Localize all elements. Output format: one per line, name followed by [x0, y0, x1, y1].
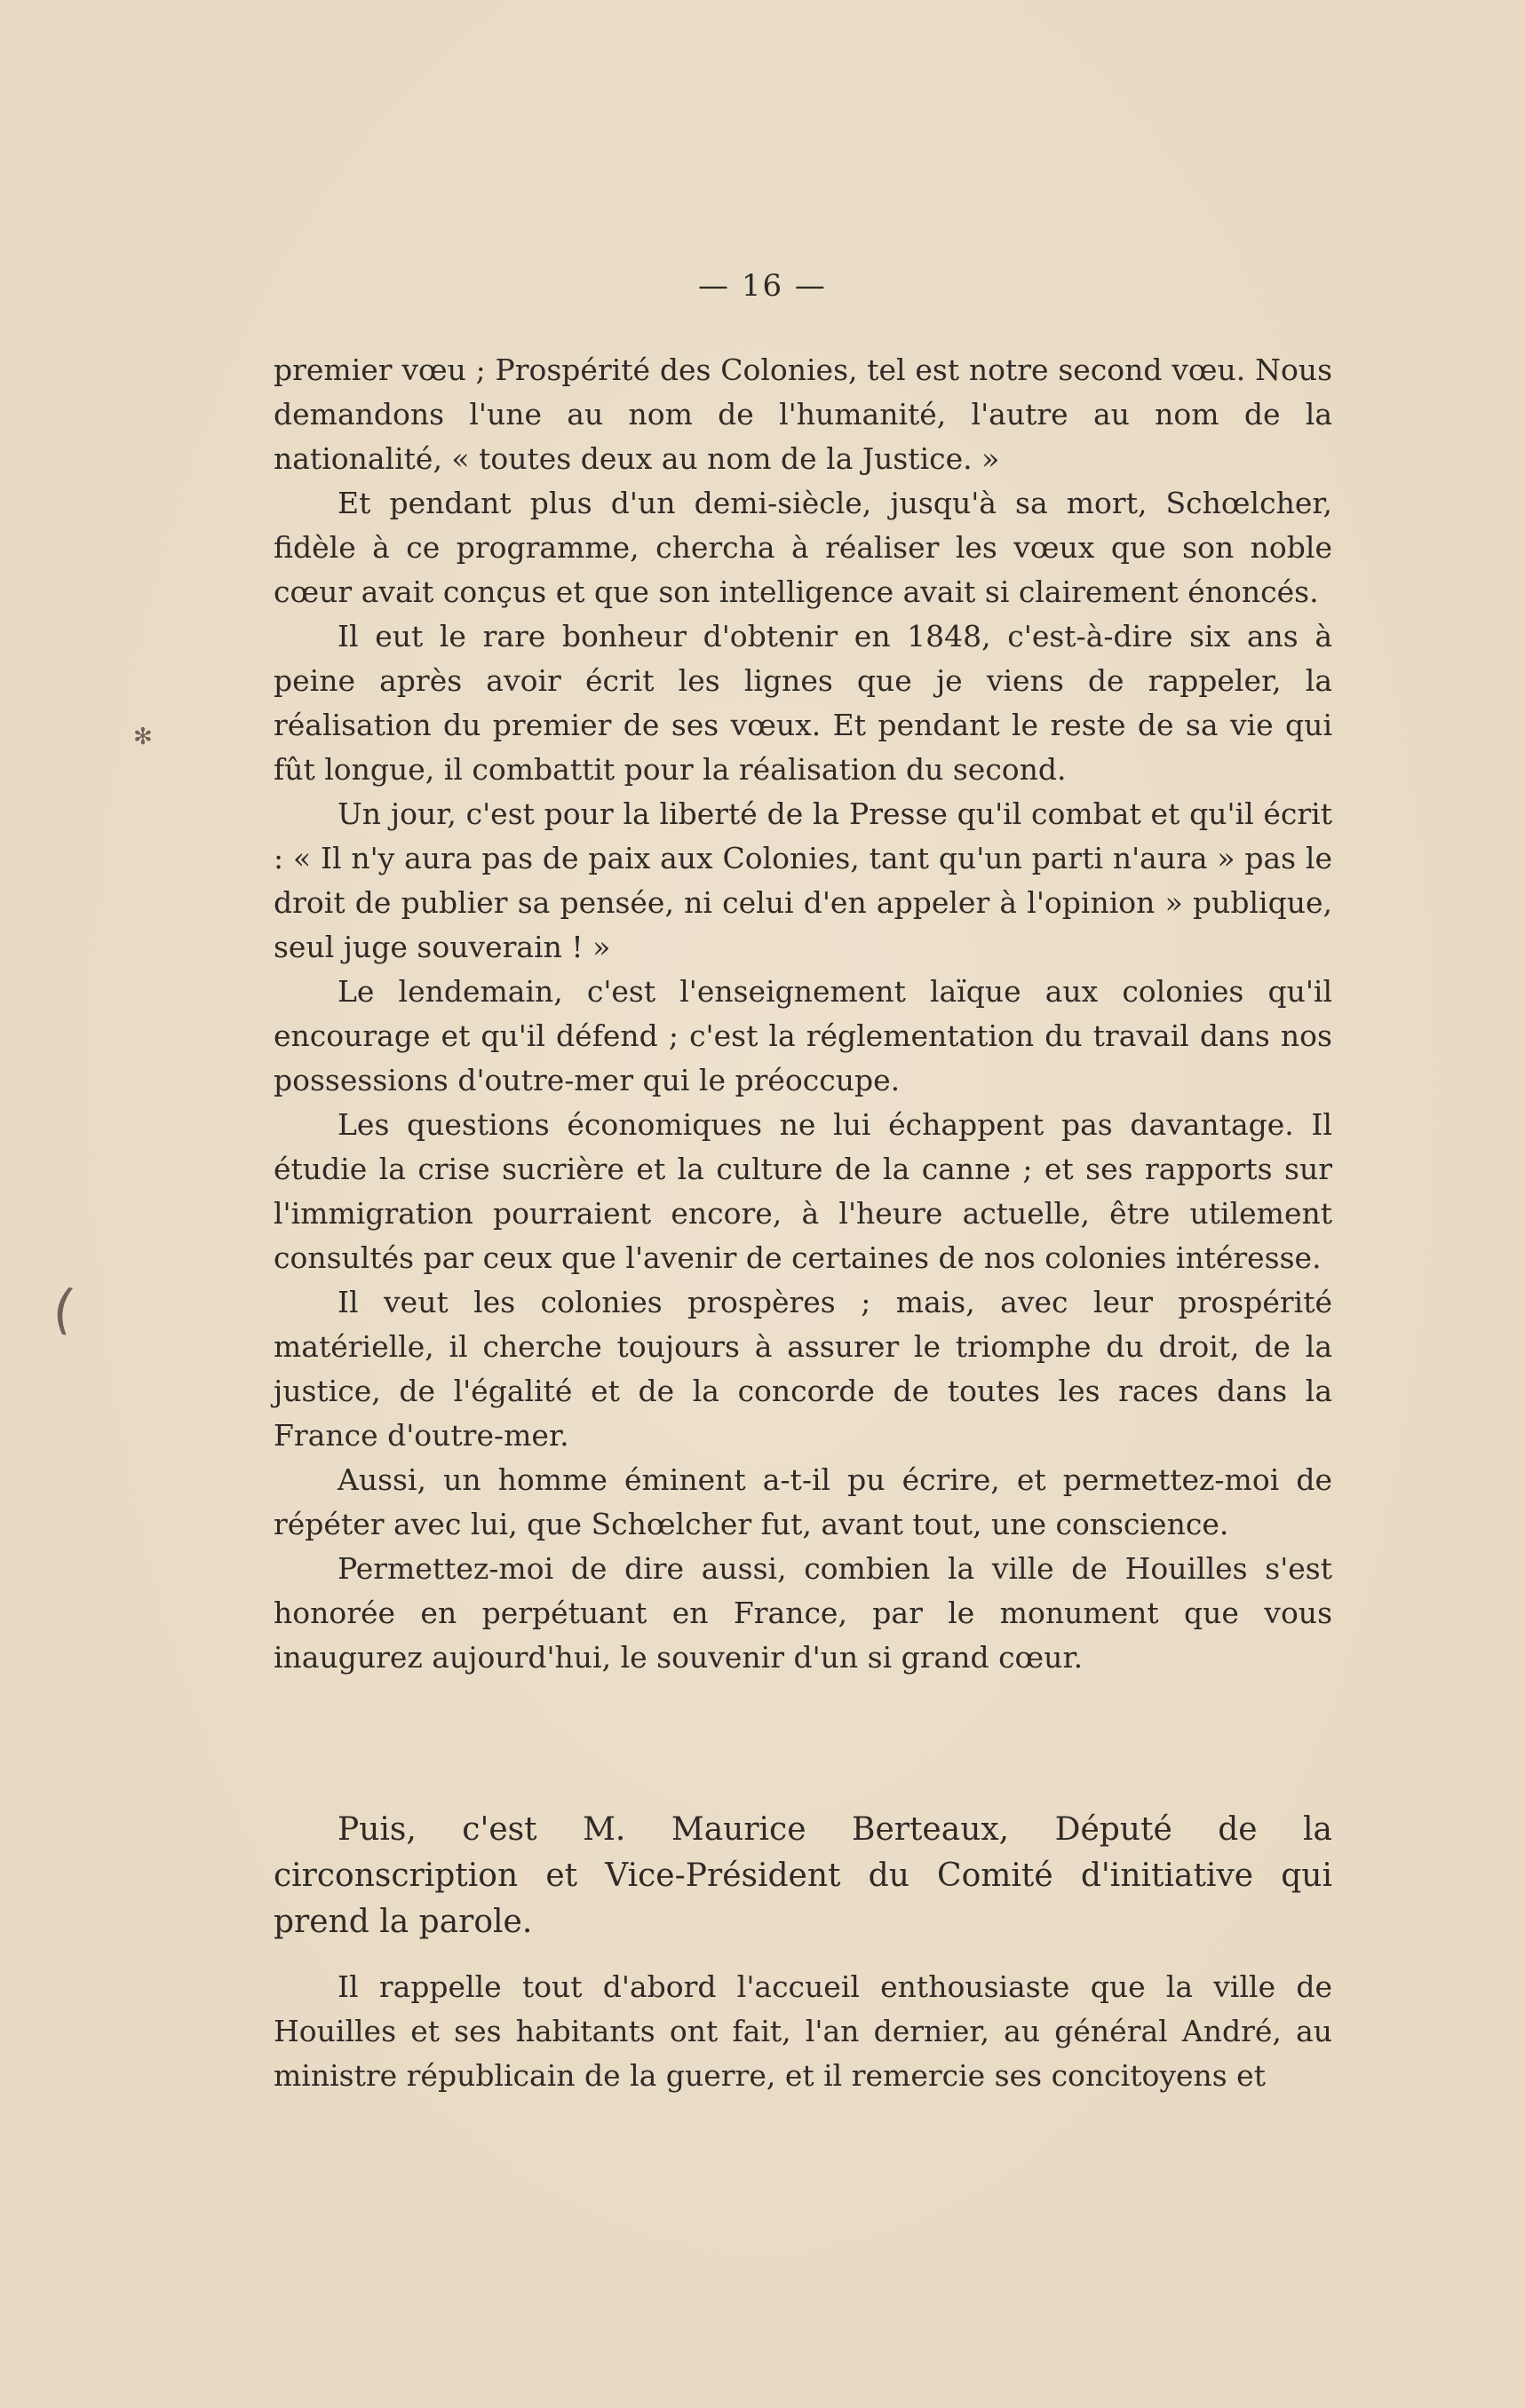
page-number: — 16 —	[698, 268, 827, 304]
margin-mark-icon: ✻	[133, 724, 153, 750]
margin-bracket-icon: (	[49, 1277, 79, 1343]
final-text-block	[274, 1965, 1332, 2098]
paragraph: Il rappelle tout d'abord l'accueil enthousiaste que la ville de Houilles et ses habitants ont fait, l'an dernier, au général André, au ministre républicain de la guerre, et il remercie ses concitoyens et	[274, 1969, 1332, 2093]
paragraph: Et pendant plus d'un demi-siècle, jusqu'à sa mort, Schœlcher, fidèle à ce programme, chercha à réaliser les vœux que son noble cœur avait conçus et que son intelligence avait si clairement énoncés.	[274, 486, 1332, 609]
main-text-block	[274, 348, 1332, 1680]
speaker-intro-paragraph: Puis, c'est M. Maurice Berteaux, Député de la circonscription et Vice-Président du Comité d'initiative qui prend la parole.	[274, 1811, 1332, 1940]
paragraph: premier vœu ; Prospérité des Colonies, tel est notre second vœu. Nous demandons l'une au nom de l'humanité, l'autre au nom de la nationalité, « toutes deux au nom de la Justice. »	[274, 352, 1332, 476]
speaker-intro-block	[274, 1807, 1332, 1945]
paragraph: Permettez-moi de dire aussi, combien la ville de Houilles s'est honorée en perpétuant en France, par le monument que vous inaugurez aujourd'hui, le souvenir d'un si grand cœur.	[274, 1551, 1332, 1675]
paragraph: Il veut les colonies prospères ; mais, avec leur prospérité matérielle, il cherche toujours à assurer le triomphe du droit, de la justice, de l'égalité et de la concorde de toutes les races dans la France d'outre-mer.	[274, 1285, 1332, 1453]
paragraph: Les questions économiques ne lui échappent pas davantage. Il étudie la crise sucrière et la culture de la canne ; et ses rapports sur l'immigration pourraient encore, à l'heure actuelle, être utilement consultés par ceux que l'avenir de certaines de nos colonies intéresse.	[274, 1107, 1332, 1275]
paragraph: Un jour, c'est pour la liberté de la Presse qu'il combat et qu'il écrit : « Il n'y aura pas de paix aux Colonies, tant qu'un parti n'aura » pas le droit de publier sa pensée, ni celui d'en appeler à l'opinion » publique, seul juge souverain ! »	[274, 796, 1332, 964]
paragraph: Aussi, un homme éminent a-t-il pu écrire, et permettez-moi de répéter avec lui, que Schœlcher fut, avant tout, une conscience.	[274, 1462, 1332, 1541]
paragraph: Le lendemain, c'est l'enseignement laïque aux colonies qu'il encourage et qu'il défend ; c'est la réglementation du travail dans nos possessions d'outre-mer qui le préoccupe.	[274, 974, 1332, 1097]
paragraph: Il eut le rare bonheur d'obtenir en 1848, c'est-à-dire six ans à peine après avoir écrit les lignes que je viens de rappeler, la réalisation du premier de ses vœux. Et pendant le reste de sa vie qui fût longue, il combattit pour la réalisation du second.	[274, 619, 1332, 787]
